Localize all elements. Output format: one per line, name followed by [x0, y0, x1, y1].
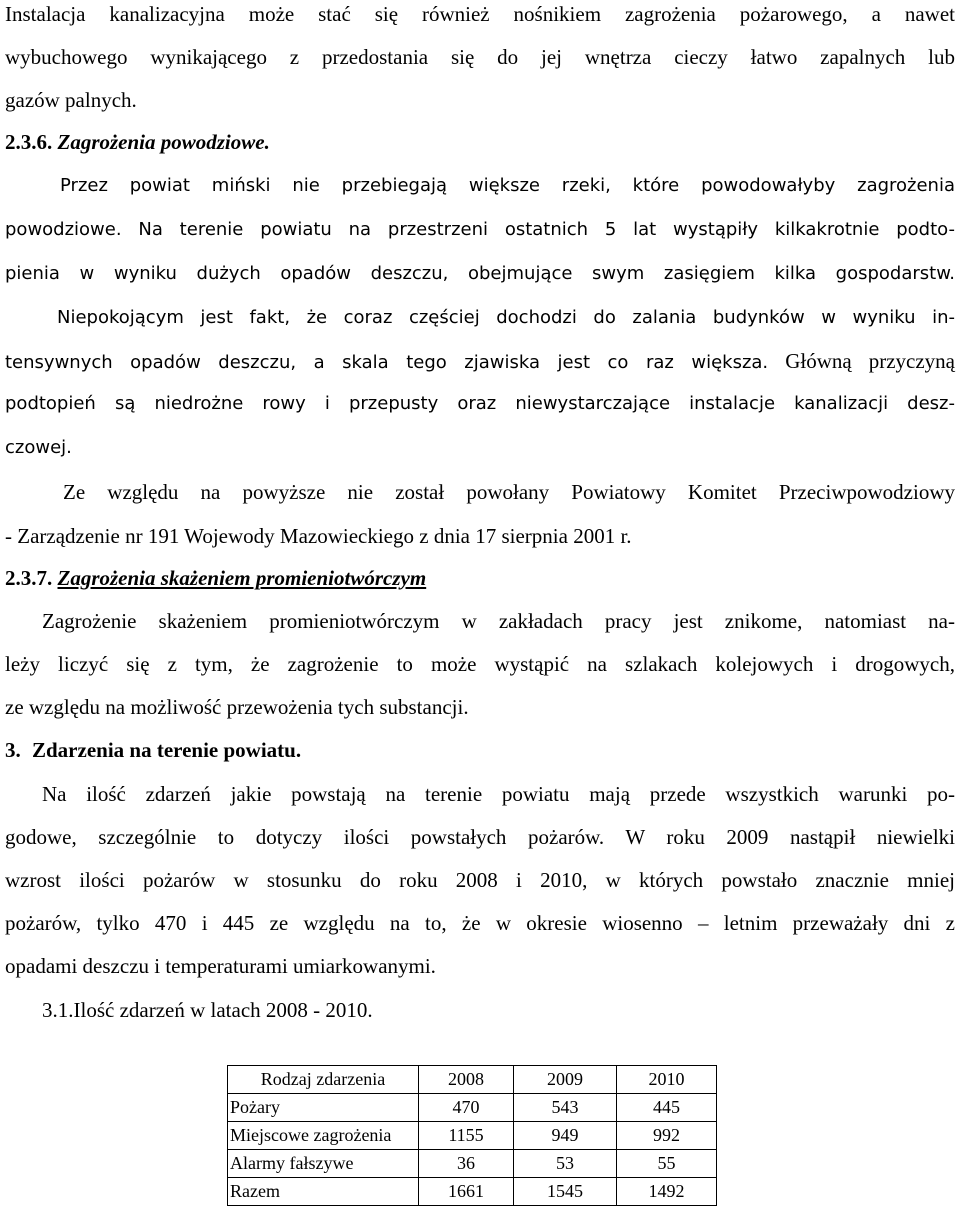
table-cell: 543	[514, 1094, 617, 1122]
paragraph-fragment: tensywnych opadów deszczu, a skala tego zjawiska jest co raz większa.	[5, 352, 769, 373]
table-cell: 949	[514, 1122, 617, 1150]
paragraph-line: - Zarządzenie nr 191 Wojewody Mazowieckiego z dnia 17 sierpnia 2001 r.	[5, 524, 632, 548]
table-row	[228, 1122, 717, 1150]
paragraph-line: czowej.	[5, 437, 72, 458]
table-cell: 1661	[419, 1178, 514, 1206]
column-header: 2008	[419, 1066, 514, 1094]
paragraph-line: podtopień są niedrożne rowy i przepusty oraz niewystarczające instalacje kanalizacji desz-	[5, 393, 955, 414]
table-cell: 53	[514, 1150, 617, 1178]
table-cell: 470	[419, 1094, 514, 1122]
column-header: 2010	[617, 1066, 717, 1094]
paragraph-fragment: powodziowe.	[5, 219, 122, 240]
section-heading-3	[5, 736, 955, 764]
paragraph-line: Instalacja kanalizacyjna może stać się również nośnikiem zagrożenia pożarowego, a nawet	[5, 2, 955, 26]
document-page	[5, 0, 955, 1210]
table-cell: 55	[617, 1150, 717, 1178]
table-cell: Alarmy fałszywe	[228, 1150, 419, 1178]
paragraph-line	[5, 347, 955, 377]
paragraph-line: Niepokojącym jest fakt, że coraz częściej dochodzi do zalania budynków w wyniku in-	[57, 307, 955, 328]
paragraph-line: pożarów, tylko 470 i 445 ze względu na to, że w okresie wiosenno – letnim przeważały dni z	[5, 911, 955, 935]
table-cell: Miejscowe zagrożenia	[228, 1122, 419, 1150]
paragraph-line	[5, 216, 955, 244]
table-cell: 445	[617, 1094, 717, 1122]
column-header: 2009	[514, 1066, 617, 1094]
table-cell: 36	[419, 1150, 514, 1178]
paragraph-line: opadami deszczu i temperaturami umiarkowanymi.	[5, 954, 436, 978]
table-cell: 1492	[617, 1178, 717, 1206]
paragraph-line: Zagrożenie skażeniem promieniotwórczym w zakładach pracy jest znikome, natomiast na-	[42, 609, 955, 633]
paragraph-line: Przez powiat miński nie przebiegają większe rzeki, które powodowałyby zagrożenia	[60, 175, 955, 196]
events-table	[227, 1065, 717, 1206]
paragraph-line: wzrost ilości pożarów w stosunku do roku 2008 i 2010, w których powstało znacznie mniej	[5, 868, 955, 892]
section-title: Zdarzenia na terenie powiatu.	[32, 738, 302, 762]
table-cell: 1545	[514, 1178, 617, 1206]
section-title: Zagrożenia powodziowe.	[57, 130, 270, 154]
paragraph-line: leży liczyć się z tym, że zagrożenie to może wystąpić na szlakach kolejowych i drogowych,	[5, 652, 955, 676]
paragraph-line: godowe, szczególnie to dotyczy ilości powstałych pożarów. W roku 2009 nastąpił niewielki	[5, 825, 955, 849]
column-header: Rodzaj zdarzenia	[228, 1066, 419, 1094]
section-number: 3.	[5, 738, 21, 762]
table-row	[228, 1150, 717, 1178]
paragraph-fragment: Na terenie powiatu na przestrzeni ostatnich 5 lat wystąpiły kilkakrotnie podto-	[121, 219, 955, 240]
section-heading-2-3-6	[5, 128, 955, 156]
section-number: 2.3.7.	[5, 566, 53, 590]
paragraph-fragment: Główną przyczyną	[768, 349, 955, 373]
table-header-row	[228, 1066, 717, 1094]
paragraph-line: Na ilość zdarzeń jakie powstają na terenie powiatu mają przede wszystkich warunki po-	[42, 782, 955, 806]
subsection-heading-3-1: 3.1.Ilość zdarzeń w latach 2008 - 2010.	[42, 998, 373, 1022]
table-row	[228, 1178, 717, 1206]
table-cell: 992	[617, 1122, 717, 1150]
paragraph-line: gazów palnych.	[5, 88, 137, 112]
paragraph-line: pienia w wyniku dużych opadów deszczu, obejmujące swym zasięgiem kilka gospodarstw.	[5, 263, 955, 284]
table-cell: 1155	[419, 1122, 514, 1150]
section-title: Zagrożenia skażeniem promieniotwórczym	[57, 566, 427, 590]
paragraph-line: wybuchowego wynikającego z przedostania się do jej wnętrza cieczy łatwo zapalnych lub	[5, 45, 955, 69]
paragraph-line: ze względu na możliwość przewożenia tych substancji.	[5, 695, 469, 719]
table-row	[228, 1094, 717, 1122]
paragraph-line: Ze względu na powyższe nie został powołany Powiatowy Komitet Przeciwpowodziowy	[63, 480, 955, 504]
table-cell: Pożary	[228, 1094, 419, 1122]
table-cell: Razem	[228, 1178, 419, 1206]
section-number: 2.3.6.	[5, 130, 53, 154]
section-heading-2-3-7	[5, 564, 955, 592]
